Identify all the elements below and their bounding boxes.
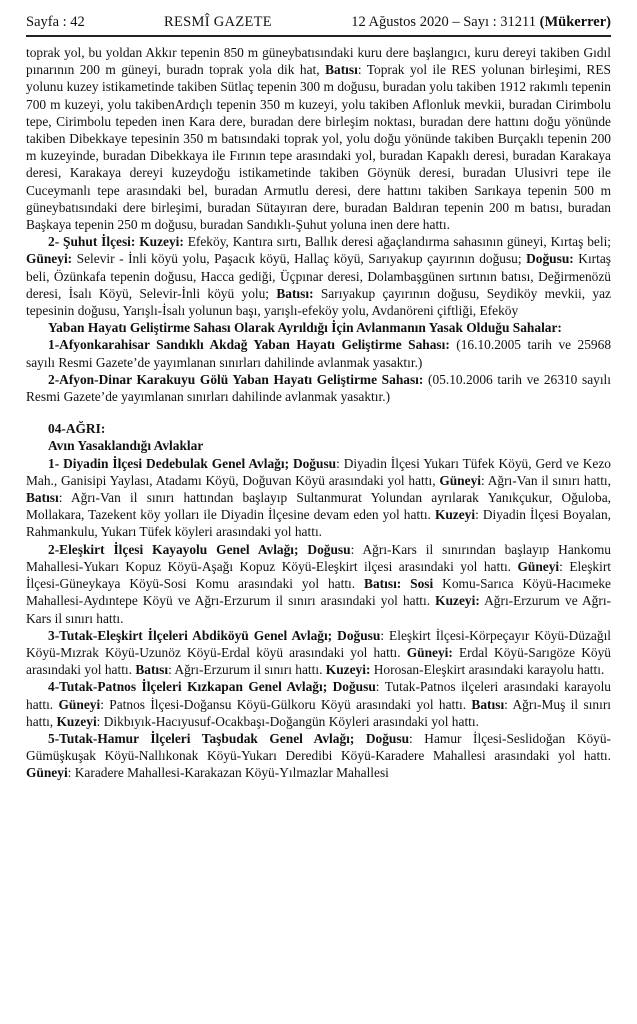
text-run: : Diyadin İlçesi Boyalan, Rahmankulu, Yukarı Tüfek köyleri arasındaki yol hattı. [26,507,612,540]
text-run: (16.10.2005 tarih ve 25968 sayılı Resmi Gazete’de yayımlanan sınırları dahilinde avlanmak yasaktır.) [26,337,612,370]
bold-run: 3-Tutak-Eleşkirt İlçeleri Abdiköyü Genel Avlağı; Doğusu [48,627,381,643]
bold-run: Batısı [471,696,505,712]
issue-date: 12 Ağustos 2020 – Sayı : 31211 [351,14,536,30]
paragraph-karakuyu [26,371,611,405]
text-run: : Tutak-Patnos ilçeleri arasındaki karayolu hattı. [26,679,611,712]
bold-run: Batısı [135,662,169,678]
text-run: : Ağrı-Muş il sınırı hattı, [26,696,612,729]
text-run: : Eleşkirt İlçesi-Güneykaya Köyü-Sosi Komu arasındaki yol hattı. [26,558,611,592]
bold-run: Güneyi: [26,251,73,267]
paragraph-diyadin [26,455,611,541]
paragraph-suhut [26,233,611,319]
bold-run: Kuzeyi [56,713,97,729]
bold-run: 2- Şuhut İlçesi: Kuzeyi: [48,234,184,250]
text-run: (05.10.2006 tarih ve 26310 sayılı Resmi Gazete’de yayımlanan sınırları dahilinde avlanmak yasaktır.) [26,371,611,405]
text-run: toprak yol, bu yoldan Akkır tepenin 850 m güneybatısındaki kuru dere başlangıcı, kuru dereyi takiben Gıdıl pınarının 200 m güneyi, buradn toprak yola dik hat, [26,45,611,78]
bold-run: Batısı [26,490,59,506]
text-run: : Karadere Mahallesi-Karakazan Köyü-Yılmazlar Mahallesi [67,765,389,781]
text-run: : Hamur İlçesi-Seslidoğan Köyü-Gümüşkuşak Köyü-Nallıkonak Köyü-Yukarı Deredibi Köyü-Karadere Mahallesi arasındaki yol hattı. [26,730,611,764]
document-body [26,44,611,782]
text-run: Komu-Sarıca Köyü-Hacımeke Mahallesi-Aydıntepe Köyü ve Ağrı-Erzurum il sınırı arasındaki yol hattı. [26,576,611,609]
text-run: Ağrı-Erzurum ve Ağrı-Kars il sınırı hattı. [26,593,612,626]
bold-run: 2-Afyon-Dinar Karakuyu Gölü Yaban Hayatı Geliştirme Sahası: [48,371,424,387]
paragraph-abdikoyu [26,627,611,679]
bold-run: Kuzeyi: [325,662,371,678]
issue-supplement: (Mükerrer) [539,14,611,30]
text-run: : Ağrı-Van il sınırı hattı, [480,472,611,488]
bold-run: 5-Tutak-Hamur İlçeleri Taşbudak Genel Avlağı; Doğusu [48,730,410,746]
bold-run: 2-Eleşkirt İlçesi Kayayolu Genel Avlağı; Doğusu [48,541,351,557]
bold-run: Güneyi [26,765,68,781]
heading-agri: 04-AĞRI: [48,421,106,437]
bold-run: Kuzeyi: [435,593,480,609]
text-run: Kırtaş beli, Özünkafa tepenin doğusu, Hacca gediği, Üçpınar deresi, Dolambaşgünen sırtının batısı, Değirmenözü deresi, İsalı Köyü, Selevir-İnli köyü yolu; [26,251,612,301]
text-run: : Dikbıyık-Hacıyusuf-Ocakbaşı-Doğangün Köyleri arasındaki yol hattı. [96,713,479,729]
paragraph-kizkapan [26,678,611,730]
text-run: Efeköy, Kantıra sırtı, Ballık deresi ağaçlandırma sahasının güneyi, Kırtaş beli; [183,234,612,250]
text-run: : Diyadin İlçesi Yukarı Tüfek Köyü, Gerd ve Kezo Mah., Ganisipi Yaylası, Atadamı Köyü, Doğuvan Köyü arasındaki yol hattı, [26,455,611,488]
bold-run: Batısı: Sosi [364,576,434,592]
text-run: : Eleşkirt İlçesi-Körpeçayır Köyü-Düzağıl Köyü-Mızrak Köyü-Uzunöz Köyü-Erdal köyü arasındaki yol hattı. [26,627,612,660]
bold-run: Batısı [325,62,358,78]
text-run: : Ağrı-Kars il sınırından başlayıp Hankomu Mahallesi-Yukarı Kopuz Köyü-Aşağı Kopuz Köyü-Eleşkirt ilçesi arasındaki yol hattı. [26,541,611,574]
bold-run: Güneyi [58,696,101,712]
spacer [26,405,611,420]
paragraph-tasbudak [26,730,611,782]
bold-run: Güneyi [517,558,560,574]
page-number: Sayfa : 42 [26,14,85,30]
text-run: : Patnos İlçesi-Doğansu Köyü-Gülkoru Köyü arasındaki yol hattı. [100,696,472,712]
text-run: Horosan-Eleşkirt arasındaki karayolu hattı. [370,662,605,678]
paragraph-continuation [26,44,611,233]
gazette-title: RESMÎ GAZETE [164,14,272,30]
paragraph-eleskirt [26,541,611,627]
issue-info [351,14,611,31]
text-run: Selevir - İnli köyü yolu, Paşacık köyü, Hallaç köyü, Sarıyakup çayırının doğusu; [72,251,527,267]
text-run: : Ağrı-Erzurum il sınırı hattı. [168,662,326,678]
heading-prohibited-hunting: Avın Yasaklandığı Avlaklar [48,438,204,454]
heading-restricted-areas: Yaban Hayatı Geliştirme Sahası Olarak Ayrıldığı İçin Avlanmanın Yasak Olduğu Sahalar: [48,320,562,336]
bold-run: Batısı: [276,285,314,301]
text-run: : Toprak yol ile RES yolunan birleşimi, RES yolunu kuzey istikametinde takiben Sütlaç tepenin 300 m doğusu, buradan yolu takiben 1912 rakımlı tepenin 700 m kuzeyi, yolu takibenArdıçlı tepenin 350 m kuzeyi, yolu takiben Aflonluk mevkii, buradan Cirimbolu tepe, Cirimbolu tepeden inen Kara dere, buradan dere birleşim noktası, buradan dere hattını doğu yönünde takiben Dibekkaye tepesinin 350 m batısındaki toprak yol, yolu doğu yönünde takiben Burçaklı tepenin 200 m kuzeyinde, buradan Dibekkaya ile Fırının tepe arasındaki yol, buradan Kapaklı deresi, buradan Karakaya deresi, Karakaya dereyi kuzeydoğu istikametinde takiben Göynük deresi, buradan Ulusivri tepe ile Cuceymanlı tepe arasındaki bel, buradan Armutlu deresi, dere hattını takiben Sarıkaya tepenin 500 m güneybatısındaki dere birleşimi, buradan Sütayıran dere, buradan Baldıran tepenin 200 m batısı, buradan Başkaya tepenin 250 m doğusu, buradan Sandıklı-Şuhut yoluna inen dere hattı. [26,62,611,233]
text-run: Erdal Köyü-Sarıgöze Köyü arasındaki yol hattı. [26,644,611,678]
bold-run: 1- Diyadin İlçesi Dedebulak Genel Avlağı; Doğusu [48,455,337,471]
paragraph-akdag [26,336,611,370]
bold-run: Güneyi [439,472,481,488]
bold-run: 4-Tutak-Patnos İlçeleri Kızkapan Genel Avlağı; Doğusu [48,679,376,695]
bold-run: Güneyi: [406,644,453,660]
page-header [26,14,611,37]
bold-run: Doğusu: [526,251,574,267]
bold-run: Kuzeyi [434,507,476,523]
text-run: : Ağrı-Van il sınırı hattından başlayıp Sultanmurat Yolundan ayrılarak Yanıkçukur, Oğuloba, Mollakara, Tazekent köy yolları ile Diyadin İlçesine devam eden yol hattı. [26,490,611,523]
text-run: Sarıyakup çayırının doğusu, Seydiköy mevkii, yaz tepesinin doğusu, Yarışlı-İsalı yolunun başı, yarışlı-efeköy yolu, Avdanöreni çiftliği, Efeköy [26,285,612,319]
bold-run: 1-Afyonkarahisar Sandıklı Akdağ Yaban Hayatı Geliştirme Sahası: [48,337,450,353]
